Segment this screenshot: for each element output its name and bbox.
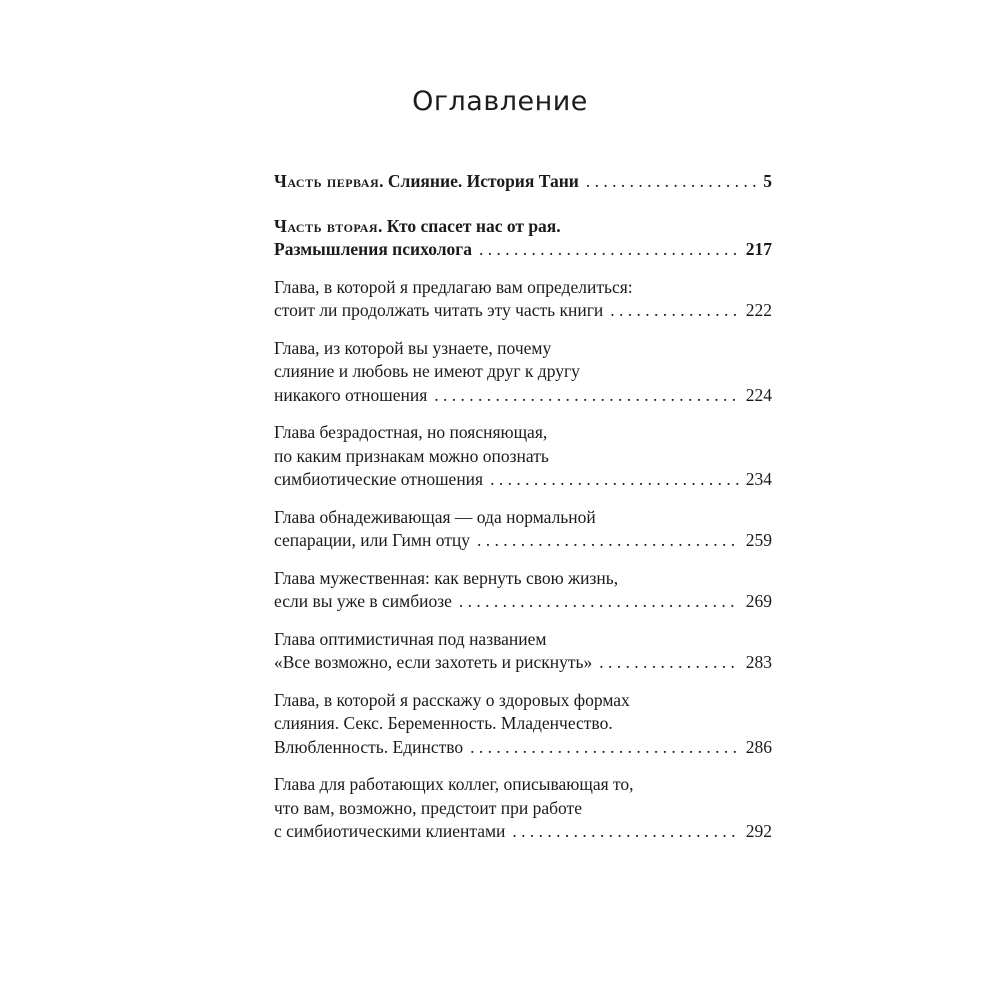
toc-entry-line: Глава безрадостная, но поясняющая,	[274, 422, 548, 442]
toc-entry-title: никакого отношения	[274, 384, 428, 405]
page-number: 292	[745, 821, 772, 841]
page-number: 5	[763, 171, 772, 191]
dot-leader	[459, 590, 739, 614]
toc-entry-title: симбиотические отношения	[274, 469, 484, 489]
dot-leader	[477, 529, 739, 553]
part-title: . Кто спасет нас от рая.	[378, 215, 561, 236]
part-title: . Слияние. История Тани	[379, 171, 579, 191]
toc-entry-line: Глава для работающих коллег, описывающая то,	[274, 774, 634, 794]
dot-leader	[599, 651, 739, 675]
toc-part-2	[274, 215, 772, 262]
toc-chapter-2	[274, 337, 772, 408]
toc-entry-last-line	[274, 529, 772, 553]
dot-leader	[610, 299, 739, 323]
toc-entry-title: сепарации, или Гимн отцу	[274, 530, 470, 550]
toc-entry-title: стоит ли продолжать читать эту часть книги	[274, 300, 604, 320]
toc-chapter-3	[274, 421, 772, 492]
toc-chapter-8	[274, 773, 772, 844]
page-number: 269	[745, 591, 772, 611]
toc-entry-line: Глава, из которой вы узнаете, почему	[274, 337, 552, 358]
toc-entry-last-line	[274, 736, 772, 760]
dot-leader	[479, 238, 739, 262]
part-label: Часть первая	[274, 171, 380, 191]
toc-entry-line: по каким признакам можно опознать	[274, 445, 549, 466]
page-number: 217	[745, 239, 772, 259]
dot-leader	[512, 820, 738, 844]
dot-leader	[470, 736, 739, 760]
toc-entry-title: с симбиотическими клиентами	[274, 821, 506, 841]
toc-entry-title: «Все возможно, если захотеть и рискнуть»	[274, 652, 593, 672]
toc-entry-line: Глава оптимистичная под названием	[274, 628, 547, 649]
toc-entry-line: что вам, возможно, предстоит при работе	[274, 797, 582, 818]
page-number: 286	[745, 736, 772, 757]
toc-entry-last-line	[274, 170, 772, 194]
toc-chapter-4	[274, 506, 772, 553]
page-number: 224	[745, 384, 772, 405]
toc-entry-line: Глава мужественная: как вернуть свою жизнь,	[274, 567, 619, 588]
toc-entry-last-line	[274, 299, 772, 323]
toc-chapter-6	[274, 628, 772, 675]
table-of-contents	[274, 170, 772, 858]
page-title: Оглавление	[412, 86, 588, 117]
toc-entry-last-line	[274, 384, 772, 408]
toc-entry-last-line	[274, 238, 772, 262]
toc-entry-last-line	[274, 468, 772, 492]
page-number: 283	[745, 652, 772, 672]
toc-entry-line: Глава обнадеживающая — ода нормальной	[274, 506, 596, 527]
toc-entry-title	[274, 170, 579, 194]
dot-leader	[586, 170, 756, 194]
toc-entry-title: если вы уже в симбиозе	[274, 591, 452, 611]
toc-chapter-5	[274, 567, 772, 614]
toc-chapter-7	[274, 689, 772, 760]
part-label: Часть вторая	[274, 215, 379, 236]
dot-leader	[434, 384, 738, 408]
toc-entry-line: Глава, в которой я предлагаю вам определиться:	[274, 276, 633, 297]
toc-part-1	[274, 170, 772, 194]
toc-entry-last-line	[274, 590, 772, 614]
page-number: 234	[745, 469, 772, 489]
toc-entry-line	[274, 215, 772, 239]
page-number: 259	[745, 530, 772, 550]
toc-chapter-1	[274, 276, 772, 323]
toc-entry-last-line	[274, 651, 772, 675]
toc-entry-title: Размышления психолога	[274, 239, 472, 259]
page-number: 222	[745, 300, 772, 320]
toc-entry-line: Глава, в которой я расскажу о здоровых формах	[274, 689, 630, 710]
toc-entry-last-line	[274, 820, 772, 844]
toc-entry-line: слияние и любовь не имеют друг к другу	[274, 361, 580, 381]
toc-entry-title: Влюбленность. Единство	[274, 736, 464, 757]
toc-entry-line: слияния. Секс. Беременность. Младенчество.	[274, 713, 613, 733]
dot-leader	[490, 468, 739, 492]
